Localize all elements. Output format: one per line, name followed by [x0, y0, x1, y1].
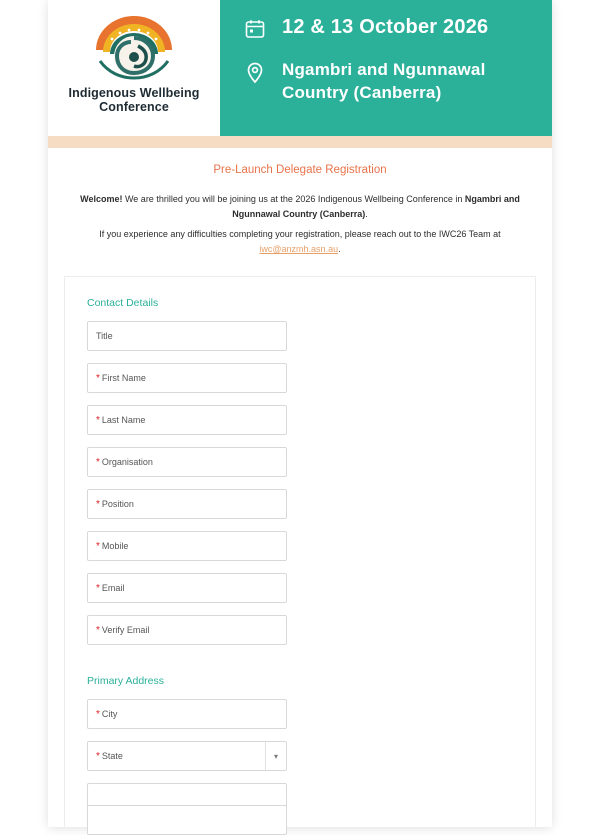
- event-date-row: [242, 14, 552, 42]
- event-venue-line2: Country (Canberra): [282, 83, 442, 102]
- required-marker: *: [96, 708, 100, 720]
- calendar-icon: [242, 16, 268, 42]
- welcome-text: [70, 192, 530, 222]
- event-venue-row: [242, 58, 552, 104]
- site-header: [48, 0, 552, 136]
- help-end: .: [338, 244, 341, 254]
- city-input[interactable]: [87, 699, 287, 729]
- select-divider: [265, 742, 266, 770]
- verify-email-input[interactable]: [87, 615, 287, 645]
- field-state: [87, 741, 287, 771]
- event-details-panel: [220, 0, 552, 136]
- required-marker: *: [96, 624, 100, 636]
- required-marker: *: [96, 372, 100, 384]
- field-mobile: [87, 531, 287, 561]
- next-field-input-2[interactable]: [87, 805, 287, 835]
- field-position: [87, 489, 287, 519]
- event-venue: [282, 58, 486, 104]
- welcome-end: .: [365, 209, 368, 219]
- section-title-contact-details: Contact Details: [87, 297, 159, 309]
- organisation-label: Organisation: [101, 457, 153, 467]
- field-next-row-partial: [87, 783, 287, 793]
- required-marker: *: [96, 414, 100, 426]
- mobile-input[interactable]: [87, 531, 287, 561]
- location-pin-icon: [242, 60, 268, 86]
- intro-section: [48, 148, 552, 276]
- last-name-label: Last Name: [101, 415, 146, 425]
- position-input[interactable]: [87, 489, 287, 519]
- field-last-name: [87, 405, 287, 435]
- last-name-input[interactable]: [87, 405, 287, 435]
- help-text: [70, 227, 530, 257]
- help-body: If you experience any difficulties completing your registration, please reach out to the IWC26 Team at: [99, 229, 501, 239]
- welcome-bold: Welcome!: [80, 194, 123, 204]
- state-label: State: [101, 751, 123, 761]
- contact-details-fields: [87, 321, 513, 657]
- state-select[interactable]: [87, 741, 287, 771]
- logo-text-line1: Indigenous Wellbeing: [68, 86, 200, 100]
- decorative-stripe: [48, 136, 552, 148]
- title-label: Title: [96, 331, 113, 341]
- welcome-place: Ngambri and Ngunnawal Country (Canberra): [232, 194, 520, 219]
- verify-email-label: Verify Email: [101, 625, 150, 635]
- organisation-input[interactable]: [87, 447, 287, 477]
- field-first-name: [87, 363, 287, 393]
- logo-panel: [48, 0, 220, 136]
- chevron-down-icon[interactable]: ▾: [273, 751, 278, 761]
- field-next-row-partial-2: [87, 805, 287, 815]
- required-marker: *: [96, 540, 100, 552]
- field-organisation: [87, 447, 287, 477]
- logo-text: [69, 86, 200, 114]
- event-venue-line1: Ngambri and Ngunnawal: [282, 60, 486, 79]
- city-label: City: [101, 709, 118, 719]
- logo-text-line2: Conference: [99, 100, 169, 114]
- mobile-label: Mobile: [101, 541, 129, 551]
- indigenous-artwork-logo-icon: [82, 6, 186, 84]
- section-title-primary-address: Primary Address: [87, 675, 165, 687]
- event-date: 12 & 13 October 2026: [282, 16, 489, 38]
- first-name-input[interactable]: [87, 363, 287, 393]
- welcome-body: We are thrilled you will be joining us at the 2026 Indigenous Wellbeing Conference in: [122, 194, 465, 204]
- field-verify-email: [87, 615, 287, 645]
- field-city: [87, 699, 287, 729]
- required-marker: *: [96, 750, 100, 762]
- primary-address-fields: [87, 699, 513, 827]
- registration-form: [64, 276, 536, 827]
- required-marker: *: [96, 498, 100, 510]
- field-title: [87, 321, 287, 351]
- email-input[interactable]: [87, 573, 287, 603]
- title-input[interactable]: [87, 321, 287, 351]
- first-name-label: First Name: [101, 373, 146, 383]
- registration-card: [48, 0, 552, 827]
- page-title: Pre-Launch Delegate Registration: [213, 164, 387, 176]
- required-marker: *: [96, 456, 100, 468]
- required-marker: *: [96, 582, 100, 594]
- position-label: Position: [101, 499, 134, 509]
- support-email-link[interactable]: iwc@anzmh.asn.au: [259, 244, 339, 254]
- field-email: [87, 573, 287, 603]
- email-label: Email: [101, 583, 125, 593]
